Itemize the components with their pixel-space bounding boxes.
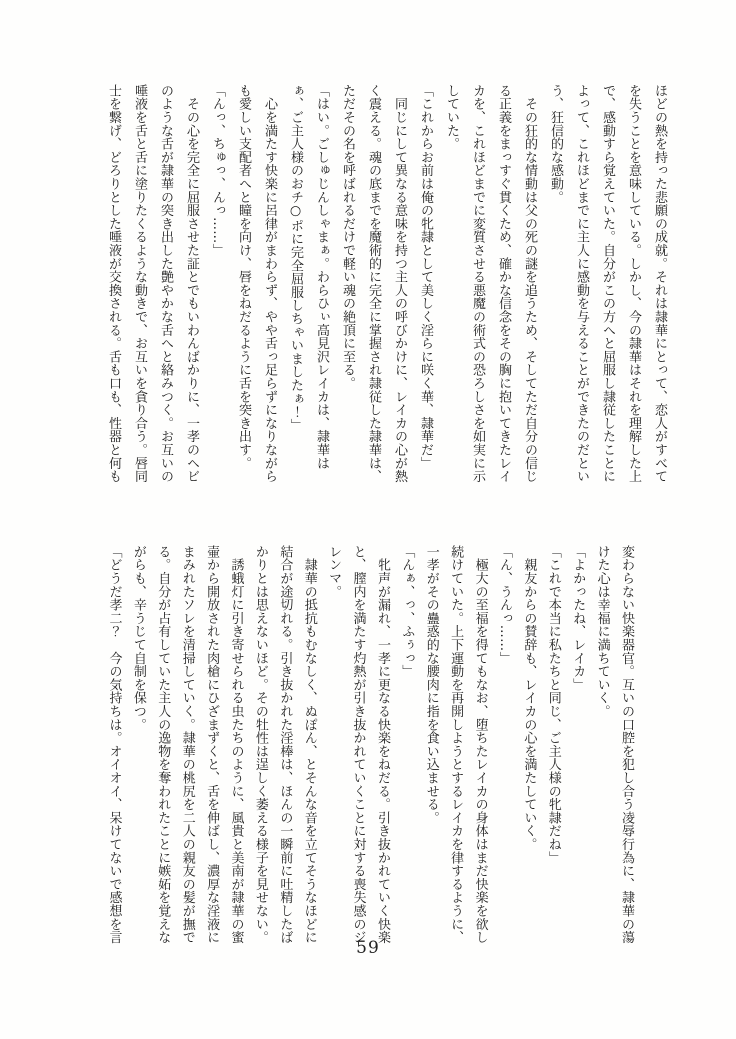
text-line: 壷から開放された肉槍にひざまずくと、舌を伸ばし、濃厚な淫液に [204,545,220,944]
text-line: ほどの熱を持った悲願の成就。それは隷華にとって、恋人がすべて [652,84,667,483]
text-line: ただその名を呼ばれるだけで軽い魂の絶頂に至る。 [340,84,355,390]
text-line: 士を繋げ、どろりとした唾液が交換される。舌も口も、性器と何も [106,84,121,483]
text-line: 親友からの賛辞も、レイカの心を満たしていく。 [521,545,537,851]
text-line: よって、これほどまでに主人に感動を与えることができたのだとい [574,84,589,483]
top-text-block [100,84,672,498]
text-line: も愛しい支配者へと瞳を向け、唇をねだるように舌を突き出す。 [236,84,251,470]
text-line: 「どうだ孝二？ 今の気持ちは。オイオイ、呆けてないで感想を言 [106,545,122,944]
text-line: 誘蛾灯に引き寄せられる虫たちのように、風貴と美南が隷華の蜜 [228,545,244,944]
text-line: けた心は幸福に満ちていく。 [594,545,610,718]
text-line: 「ん、うんっ……」 [496,545,512,665]
text-line: 「これで本当に私たちと同じ、ご主人様の牝隷だね」 [545,545,561,865]
text-line: のような舌が隷華の突き出した艶やかな舌へと絡みつく。お互いの [158,84,173,483]
text-line: がらも、辛うじて自制を保つ。 [130,545,146,732]
text-line: 牝声が漏れ、一孝に更なる快楽をねだる。引き抜かれていく快楽 [374,545,390,944]
text-line: 変わらない快楽器官。互いの口腔を犯し合う凌辱行為に、隷華の蕩 [619,545,634,944]
text-line: 続けていた。上下運動を再開しようとするレイカを律するように、 [448,545,464,944]
text-line: 隷華の抵抗もむなしく、ぬぽん、とそんな音を立てそうなほどに [301,545,317,944]
text-line: していた。 [444,84,459,151]
text-line: う、狂信的な感動。 [548,84,563,204]
text-line: 「はい。ごしゅじんしゃまぁ。わらひぃ高見沢レイカは、隷華は [314,84,329,470]
text-line: 一孝がその蠱惑的な腰肉に指を食い込ませる。 [423,545,439,825]
text-line: まみれたソレを清掃していく。隷華の桃尻を二人の親友の髪が撫で [179,545,195,944]
text-line: 極大の至福を得てもなお、堕ちたレイカの身体はまだ快楽を欲し [472,545,488,944]
text-line: レンマ。 [326,545,342,599]
text-line: その狂的な情動は父の死の謎を追うため、そしてただ自分の信じ [522,84,537,483]
text-line: る。自分が占有していた主人の逸物を奪われたことに嫉妬を覚えな [155,545,171,944]
text-line: ぁ、ご主人様のおチ○ポに完全屈服しちゃいましたぁ！」 [288,84,303,432]
text-line: 心を満たす快楽に呂律がまわらず、やや舌っ足らずになりながら [262,84,277,483]
text-line: で、感動すら覚えていた。自分がこの方へと屈服し隷従したことに [600,84,615,483]
text-line: を失うことを意味している。しかし、今の隷華はそれを理解した上 [626,84,641,483]
text-line: 結合が途切れる。引き抜かれた淫棒は、ほんの一瞬前に吐精したば [277,545,293,944]
text-line: カを、これほどまでに変質させる悪魔の術式の恐ろしさを如実に示 [470,84,485,483]
bottom-text-block [101,545,638,959]
page-number: 59 [356,938,380,958]
text-line: かりとは思えないほど。その牡性は逞しく萎える様子を見せない。 [252,545,268,944]
text-line: その心を完全に屈服させた証とでもいわんばかりに、一孝のヘビ [184,84,199,483]
text-line: 「んっ、ちゅっ、んっ……」 [210,84,225,257]
text-line: 唾液を舌と舌に塗りたくるような動きで、お互いを貪り合う。唇同 [132,84,147,483]
text-line: 「これからお前は俺の牝隷として美しく淫らに咲く華、隷華だ」 [418,84,433,470]
text-line: 「よかったね、レイカ」 [570,545,586,692]
text-line: く震える。魂の底までを魔術的に完全に掌握され隷従した隷華は、 [366,84,381,483]
text-line: と、膣内を満たす灼熱が引き抜かれていくことに対する喪失感のジ [350,545,366,944]
text-line: る正義をまっすぐ貫くため、確かな信念をその胸に抱いてきたレイ [496,84,511,483]
text-line: 同じにして異なる意味を持つ主人の呼びかけに、レイカの心が熱 [392,84,407,483]
text-line: 「んぁ、っ、ふぅっ」 [399,545,415,678]
